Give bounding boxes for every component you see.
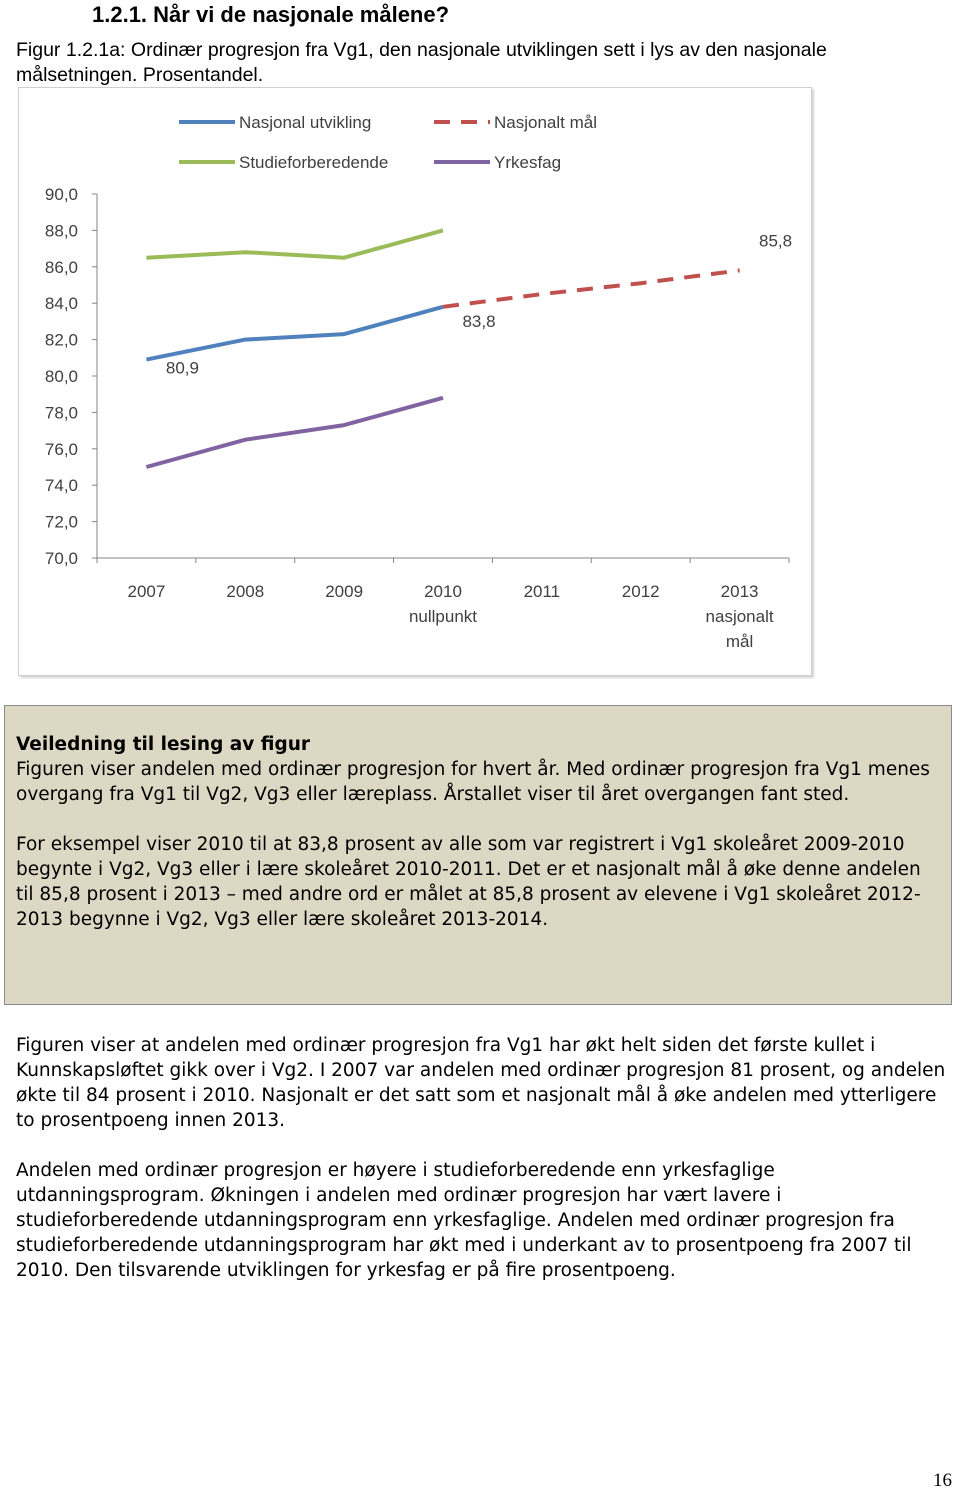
legend-label: Nasjonalt mål bbox=[494, 113, 597, 132]
y-tick-label: 82,0 bbox=[44, 330, 78, 350]
y-tick-label: 72,0 bbox=[44, 512, 78, 532]
x-tick-label: 2010 nullpunkt bbox=[408, 582, 478, 626]
y-tick-label: 74,0 bbox=[44, 476, 78, 496]
y-tick-label: 88,0 bbox=[44, 221, 78, 241]
x-tick-label: 2013 nasjonalt mål bbox=[705, 582, 774, 651]
legend-label: Studieforberedende bbox=[239, 153, 389, 172]
series-line-nasjonalt-m-l bbox=[443, 270, 740, 306]
y-tick-label: 80,0 bbox=[44, 367, 78, 386]
series-line-yrkesfag bbox=[146, 398, 443, 467]
x-tick-label: 2008 bbox=[226, 582, 265, 601]
body-paragraph: Figuren viser at andelen med ordinær progresjon fra Vg1 har økt helt siden det første kullet i Kunnskapsløftet gikk over i Vg2. I 2007 var andelen med ordinær progresjon 81 prosent, og andelen økte til 84 prosent i 2010. Nasjonalt er det satt som et nasjonalt mål å øke andelen med ytterligere to prosentpoeng innen 2013. bbox=[16, 1035, 946, 1131]
series-line-studieforberedende bbox=[146, 230, 443, 257]
y-tick-label: 76,0 bbox=[44, 439, 78, 459]
guide-paragraph: Figuren viser andelen med ordinær progresjon for hvert år. Med ordinær progresjon fra Vg1 menes overgang fra Vg1 til Vg2, Vg3 eller læreplass. Årstallet viser til året overgangen fant sted. bbox=[16, 759, 930, 805]
line-chart bbox=[19, 88, 811, 675]
body-text bbox=[16, 1033, 952, 1308]
guide-paragraph: For eksempel viser 2010 til at 83,8 prosent av alle som var registrert i Vg1 skoleåret 2009-2010 begynte i Vg2, Vg3 eller i lære skoleåret 2010-2011. Det er et nasjonalt mål å øke denne andelen til 85,8 prosent i 2013 – med andre ord er målet at 85,8 prosent av elevene i Vg1 skoleåret 2012-2013 begynne i Vg2, Vg3 eller lære skoleåret 2013-2014. bbox=[16, 834, 921, 930]
data-label: 83,8 bbox=[462, 311, 496, 331]
y-tick-label: 78,0 bbox=[44, 403, 78, 423]
series-line-nasjonal-utvikling bbox=[146, 307, 443, 360]
y-tick-label: 86,0 bbox=[44, 257, 78, 277]
x-tick-label: 2012 bbox=[621, 582, 660, 601]
legend-label: Yrkesfag bbox=[494, 153, 562, 172]
reading-guide-box bbox=[4, 705, 952, 1005]
chart-frame bbox=[18, 87, 812, 676]
data-label: 80,9 bbox=[165, 358, 199, 378]
guide-title: Veiledning til lesing av figur bbox=[16, 734, 310, 755]
legend-label: Nasjonal utvikling bbox=[239, 113, 372, 132]
data-label: 85,8 bbox=[759, 231, 793, 251]
x-tick-label: 2011 bbox=[523, 582, 561, 601]
chart-legend bbox=[179, 113, 597, 172]
y-tick-label: 90,0 bbox=[44, 185, 78, 204]
body-paragraph: Andelen med ordinær progresjon er høyere i studieforberedende enn yrkesfaglige utdanningsprogram. Økningen i andelen med ordinær progresjon har vært lavere i studieforberedende utdanningsprogram enn yrkesfaglige. Andelen med ordinær progresjon fra studieforberedende utdanningsprogram har økt med i underkant av to prosentpoeng fra 2007 til 2010. Den tilsvarende utviklingen for yrkesfag er på fire prosentpoeng. bbox=[16, 1160, 912, 1281]
chart-axes bbox=[45, 185, 789, 651]
chart-series bbox=[146, 230, 739, 467]
page-number: 16 bbox=[933, 1470, 952, 1491]
figure-caption: Figur 1.2.1a: Ordinær progresjon fra Vg1, den nasjonale utviklingen sett i lys av den nasjonale målsetningen. Prosentandel. bbox=[16, 39, 827, 86]
y-tick-label: 84,0 bbox=[44, 294, 78, 314]
x-tick-label: 2007 bbox=[127, 582, 166, 601]
y-tick-label: 70,0 bbox=[44, 549, 78, 568]
section-heading: 1.2.1. Når vi de nasjonale målene? bbox=[92, 2, 450, 27]
x-tick-label: 2009 bbox=[325, 582, 364, 601]
